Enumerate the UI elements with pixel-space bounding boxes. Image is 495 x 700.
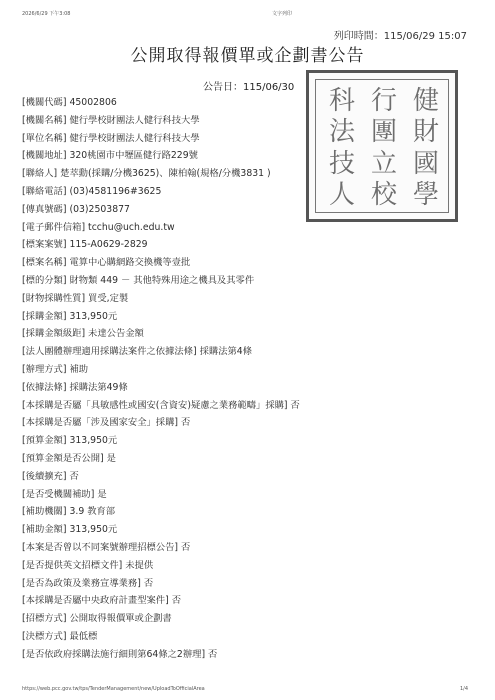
- field-value: 否: [208, 648, 218, 660]
- field-label: [ 標的分類 ]: [22, 275, 66, 286]
- field-value: 未達公告金額: [88, 328, 144, 340]
- footer-url: https://web.pcc.gov.tw/tps/TenderManagement/new/UploadToOfficialArea: [22, 686, 205, 692]
- field-value: 320桃園市中壢區健行路229號: [69, 150, 198, 162]
- field-row: [22, 94, 462, 112]
- field-label: [ 後續擴充 ]: [22, 471, 66, 482]
- field-row: [22, 646, 462, 664]
- field-value: tcchu@uch.edu.tw: [88, 221, 175, 233]
- field-value: 否: [290, 399, 300, 411]
- field-value: 否: [69, 470, 79, 482]
- field-label: [ 預算金額 ]: [22, 435, 66, 446]
- field-row: [22, 379, 462, 397]
- field-value: 否: [171, 595, 182, 607]
- field-row: [22, 592, 462, 610]
- field-label: [ 標案案號 ]: [22, 239, 66, 250]
- print-time: 列印時間：115/06/29 15:07: [333, 31, 467, 42]
- field-row: [22, 361, 462, 379]
- seal-char: 技: [324, 148, 355, 175]
- field-value: 採購法第49條: [69, 381, 128, 393]
- field-label: [ 機關地址 ]: [22, 150, 66, 161]
- announce-date: 公告日：115/06/30: [203, 82, 295, 93]
- field-label: [ 補助金額 ]: [22, 524, 66, 535]
- field-value: (03)4581196#3625: [69, 185, 162, 197]
- field-label: [ 單位名稱 ]: [22, 133, 66, 144]
- field-row: [22, 610, 462, 628]
- field-row: [22, 290, 462, 308]
- seal-char: 團: [366, 117, 397, 144]
- field-value: 115-A0629-2829: [69, 239, 148, 251]
- field-row: [22, 325, 462, 343]
- page-number: 1/4: [460, 686, 469, 692]
- field-value: 公開取得報價單或企劃書: [69, 613, 172, 625]
- field-row: [22, 557, 462, 575]
- seal-char: 校: [366, 180, 397, 207]
- field-label: [ 聯絡電話 ]: [22, 186, 66, 197]
- field-row: [22, 397, 462, 415]
- field-row: [22, 308, 462, 326]
- seal-char: 財: [408, 117, 439, 144]
- field-value: (03)2503877: [69, 203, 130, 215]
- seal-char: 行: [366, 85, 397, 112]
- seal-char: 健: [408, 85, 439, 112]
- seal-char: 國: [408, 148, 439, 175]
- field-label: [ 採購金額 ]: [22, 311, 66, 322]
- field-label: [ 電子郵件信箱 ]: [22, 222, 85, 233]
- field-value: 健行學校財團法人健行科技大學: [69, 132, 200, 144]
- field-value: 健行學校財團法人健行科技大學: [69, 114, 200, 126]
- field-row: [22, 343, 462, 361]
- field-label: [ 本採購是否屬「具敏感性或國安(含資安)疑慮之業務範疇」採購 ]: [22, 400, 288, 411]
- field-row: [22, 521, 462, 539]
- field-value: 否: [181, 417, 191, 429]
- field-label: [ 補助機關 ]: [22, 506, 66, 517]
- field-row: [22, 486, 462, 504]
- field-row: [22, 575, 462, 593]
- field-row: [22, 201, 462, 219]
- field-value: 採購法第4條: [199, 346, 253, 358]
- field-label: [ 採購金額級距 ]: [22, 328, 85, 339]
- field-label: [ 招標方式 ]: [22, 613, 66, 624]
- field-row: [22, 503, 462, 521]
- field-value: 補助: [69, 363, 89, 375]
- field-value: 買受,定製: [88, 292, 129, 304]
- field-row: [22, 236, 462, 254]
- browser-datetime: 2026/6/29 下午3:08: [22, 11, 71, 17]
- field-label: [ 標案名稱 ]: [22, 257, 66, 268]
- field-label: [ 本採購是否屬「涉及國家安全」採購 ]: [22, 417, 178, 428]
- field-row: [22, 450, 462, 468]
- field-label: [ 辦理方式 ]: [22, 364, 66, 375]
- field-row: [22, 628, 462, 646]
- field-value: 楚萃勳(採購/分機3625)、陳柏翰(規格/分機3831 ): [60, 168, 271, 180]
- field-value: 313,950元: [69, 435, 118, 447]
- field-value: 財物類 449 － 其他特殊用途之機具及其零件: [69, 274, 255, 286]
- field-label: [ 本案是否曾以不同案號辦理招標公告 ]: [22, 542, 178, 553]
- field-label: [ 決標方式 ]: [22, 631, 66, 642]
- field-row: [22, 539, 462, 557]
- field-label: [ 聯絡人 ]: [22, 168, 57, 179]
- seal-char: 科: [324, 85, 355, 112]
- field-row: [22, 112, 462, 130]
- field-label: [ 是否受機關補助 ]: [22, 489, 94, 500]
- field-label: [ 法人團體辦理適用採購法案件之依據法條 ]: [22, 346, 197, 357]
- field-row: [22, 219, 462, 237]
- field-label: [ 是否提供英文招標文件 ]: [22, 560, 122, 571]
- field-row: [22, 183, 462, 201]
- field-label: [ 是否為政策及業務宣導業務 ]: [22, 578, 141, 589]
- field-value: 是: [97, 488, 107, 500]
- field-value: 最低標: [69, 630, 98, 642]
- field-value: 未提供: [125, 559, 154, 571]
- field-label: [ 機關代碼 ]: [22, 97, 66, 108]
- seal-char: 立: [366, 148, 397, 175]
- field-row: [22, 414, 462, 432]
- field-label: [ 預算金額是否公開 ]: [22, 453, 104, 464]
- field-value: 否: [143, 577, 154, 589]
- page-title: 公開取得報價單或企劃書公告: [130, 46, 365, 66]
- field-value: 313,950元: [69, 524, 118, 536]
- field-label: [ 是否依政府採購法施行細則第64條之2辦理 ]: [22, 649, 205, 660]
- field-label: [ 本採購是否屬中央政府計畫型案件 ]: [22, 595, 169, 606]
- field-row: [22, 147, 462, 165]
- field-row: [22, 432, 462, 450]
- field-row: [22, 272, 462, 290]
- field-label: [ 財物採購性質 ]: [22, 293, 85, 304]
- field-row: [22, 130, 462, 148]
- field-label: [ 機關名稱 ]: [22, 115, 66, 126]
- field-value: 電算中心購網路交換機等壹批: [69, 257, 191, 269]
- seal-char: 學: [408, 180, 439, 207]
- field-row: [22, 468, 462, 486]
- field-value: 313,950元: [69, 310, 118, 322]
- field-value: 否: [181, 541, 191, 553]
- announcement-fields: [22, 94, 462, 664]
- seal-char: 法: [324, 117, 355, 144]
- field-value: 是: [106, 452, 116, 464]
- seal-char: 人: [324, 180, 355, 207]
- field-label: [ 依據法條 ]: [22, 382, 66, 393]
- field-value: 45002806: [69, 97, 117, 108]
- field-value: 3.9 教育部: [69, 506, 116, 518]
- field-row: [22, 254, 462, 272]
- field-row: [22, 165, 462, 183]
- browser-title: 文字列印: [272, 11, 293, 17]
- field-label: [ 傳真號碼 ]: [22, 204, 66, 215]
